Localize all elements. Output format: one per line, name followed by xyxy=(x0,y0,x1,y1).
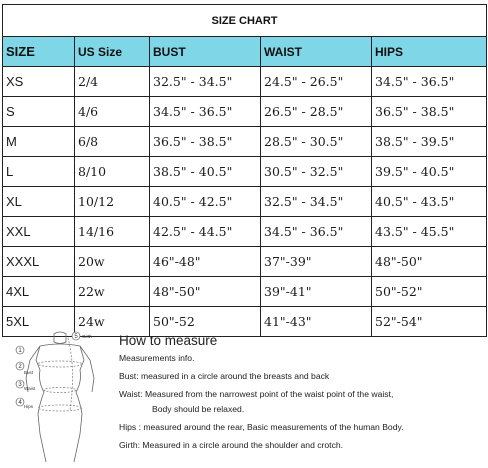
hips-cell: 40.5" - 43.5" xyxy=(372,187,487,217)
size-cell: XXXL xyxy=(3,247,75,277)
header-size: SIZE xyxy=(3,37,75,67)
waist-cell: 39"-41" xyxy=(261,277,372,307)
waist-cell: 34.5" - 36.5" xyxy=(261,217,372,247)
us-size-cell: 24w xyxy=(75,307,150,337)
bust-cell: 34.5" - 36.5" xyxy=(150,97,261,127)
us-size-cell: 14/16 xyxy=(75,217,150,247)
hips-cell: 38.5" - 39.5" xyxy=(372,127,487,157)
us-size-cell: 10/12 xyxy=(75,187,150,217)
us-size-cell: 22w xyxy=(75,277,150,307)
table-row xyxy=(3,157,487,187)
girth-instruction: Girth: Measured in a circle around the shoulder and crotch. xyxy=(119,440,344,450)
size-cell: S xyxy=(3,97,75,127)
table-row xyxy=(3,217,487,247)
header-bust: BUST xyxy=(150,37,261,67)
how-to-measure-title: How to measure xyxy=(119,333,218,348)
table-row xyxy=(3,277,487,307)
waist-cell: 24.5" - 26.5" xyxy=(261,67,372,97)
hips-cell: 48"-50" xyxy=(372,247,487,277)
size-table xyxy=(2,4,487,337)
hips-instruction: Hips : measured around the rear, Basic measurements of the human Body. xyxy=(119,422,404,432)
bust-instruction: Bust: measured in a circle around the breasts and back xyxy=(119,371,330,381)
header-row xyxy=(3,37,487,67)
us-size-cell: 2/4 xyxy=(75,67,150,97)
bust-cell: 46"-48" xyxy=(150,247,261,277)
chart-title: SIZE CHART xyxy=(3,5,487,37)
bust-cell: 42.5" - 44.5" xyxy=(150,217,261,247)
girth-label: Girth xyxy=(82,334,92,339)
us-size-cell: 4/6 xyxy=(75,97,150,127)
measure-section xyxy=(2,330,486,464)
waist-cell: 41"-43" xyxy=(261,307,372,337)
waist-instruction-note: Body should be relaxed. xyxy=(152,404,245,414)
size-cell: XXL xyxy=(3,217,75,247)
hips-label: Hips xyxy=(24,404,34,409)
bust-cell: 48"-50" xyxy=(150,277,261,307)
bust-cell: 38.5" - 40.5" xyxy=(150,157,261,187)
table-row xyxy=(3,127,487,157)
waist-label: Waist xyxy=(24,386,36,391)
marker-4-label: 4 xyxy=(18,400,22,407)
bust-label: Bust xyxy=(24,370,34,375)
waist-instruction: Waist: Measured from the narrowest point of the waist point of the waist, xyxy=(119,389,394,399)
header-hips: HIPS xyxy=(372,37,487,67)
bust-cell: 50"-52 xyxy=(150,307,261,337)
marker-1-label: 1 xyxy=(18,348,22,355)
waist-cell: 30.5" - 32.5" xyxy=(261,157,372,187)
table-row xyxy=(3,67,487,97)
bust-cell: 36.5" - 38.5" xyxy=(150,127,261,157)
marker-2-label: 2 xyxy=(18,364,22,371)
hips-cell: 34.5" - 36.5" xyxy=(372,67,487,97)
us-size-cell: 20w xyxy=(75,247,150,277)
body-figure-illustration xyxy=(10,330,110,464)
figure-arms xyxy=(26,346,94,392)
waist-cell: 32.5" - 34.5" xyxy=(261,187,372,217)
waist-cell: 37"-39" xyxy=(261,247,372,277)
hips-cell: 43.5" - 45.5" xyxy=(372,217,487,247)
hips-cell: 39.5" - 40.5" xyxy=(372,157,487,187)
size-cell: L xyxy=(3,157,75,187)
title-row xyxy=(3,5,487,37)
figure-head xyxy=(54,332,66,344)
us-size-cell: 8/10 xyxy=(75,157,150,187)
size-chart xyxy=(2,4,486,337)
table-row xyxy=(3,97,487,127)
marker-5-label: 5 xyxy=(74,334,78,341)
waist-cell: 28.5" - 30.5" xyxy=(261,127,372,157)
marker-3-label: 3 xyxy=(18,382,22,389)
size-cell: XL xyxy=(3,187,75,217)
size-cell: 5XL xyxy=(3,307,75,337)
bust-cell: 32.5" - 34.5" xyxy=(150,67,261,97)
bust-line xyxy=(38,361,82,367)
waist-line xyxy=(44,388,76,393)
header-waist: WAIST xyxy=(261,37,372,67)
hips-cell: 50"-52" xyxy=(372,277,487,307)
bust-cell: 40.5" - 42.5" xyxy=(150,187,261,217)
hips-cell: 36.5" - 38.5" xyxy=(372,97,487,127)
hips-cell: 52"-54" xyxy=(372,307,487,337)
size-cell: M xyxy=(3,127,75,157)
us-size-cell: 6/8 xyxy=(75,127,150,157)
measurements-info: Measurements info. xyxy=(119,353,195,363)
size-cell: 4XL xyxy=(3,277,75,307)
girth-line xyxy=(68,338,73,410)
hips-line xyxy=(38,405,82,411)
table-row xyxy=(3,247,487,277)
header-us-size: US Size xyxy=(75,37,150,67)
waist-cell: 26.5" - 28.5" xyxy=(261,97,372,127)
table-row xyxy=(3,187,487,217)
size-cell: XS xyxy=(3,67,75,97)
